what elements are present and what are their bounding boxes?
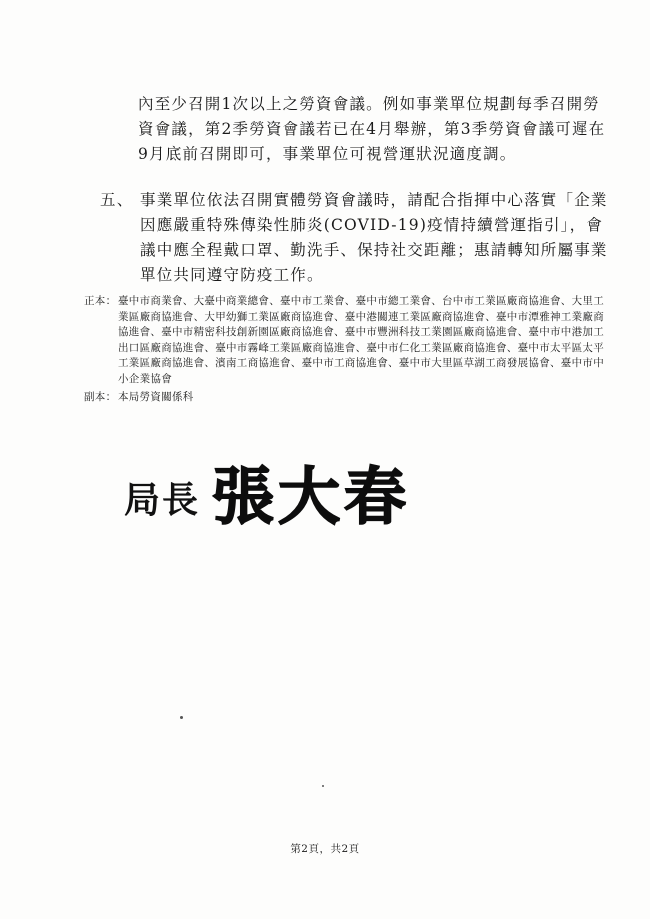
signature-title: 局長 [124, 479, 201, 521]
director-signature-stamp [124, 452, 444, 532]
copy-label: 副本： [84, 391, 117, 403]
item-five [100, 188, 620, 288]
copy-recipients-row [84, 390, 604, 406]
item-five-number: 五、 [100, 191, 134, 209]
page-footer: 第2頁，共2頁 [290, 843, 360, 855]
signature-name: 張大春 [212, 460, 411, 532]
distribution-list [84, 294, 604, 406]
scan-speck [180, 716, 183, 719]
original-recipients: 臺中市商業會、大臺中商業總會、臺中市工業會、臺中市總工業會、台中市工業區廠商協進會、大里工業區廠商協進會、大甲幼獅工業區廠商協進會、臺中港關連工業區廠商協進會、臺中市潭雅神工業廠商協進會、臺中市精密科技創新園區廠商協進會、臺中市豐洲科技工業園區廠商協進會、臺中市中港加工出口區廠商協進會、臺中市霧峰工業區廠商協進會、臺中市仁化工業區廠商協進會、臺中市太平區太平工業區廠商協進會、濱南工商協進會、臺中市工商協進會、臺中市大里區草湖工商發展協會、臺中市中小企業協會 [118, 295, 604, 385]
original-recipients-row [84, 294, 604, 387]
copy-recipients: 本局勞資關係科 [118, 391, 194, 403]
scan-speck [322, 785, 324, 787]
continuation-paragraph: 內至少召開1次以上之勞資會議。例如事業單位規劃每季召開勞資會議，第2季勞資會議若已在4月舉辦，第3季勞資會議可遲在9月底前召開即可，事業單位可視營運狀況適度調。 [138, 95, 606, 163]
original-label: 正本： [84, 295, 117, 307]
item-five-text: 事業單位依法召開實體勞資會議時，請配合指揮中心落實「企業因應嚴重特殊傳染性肺炎(COVID-19)疫情持續營運指引」，會議中應全程戴口罩、勤洗手、保持社交距離；惠請轉知所屬事業單位共同遵守防疫工作。 [140, 191, 608, 284]
